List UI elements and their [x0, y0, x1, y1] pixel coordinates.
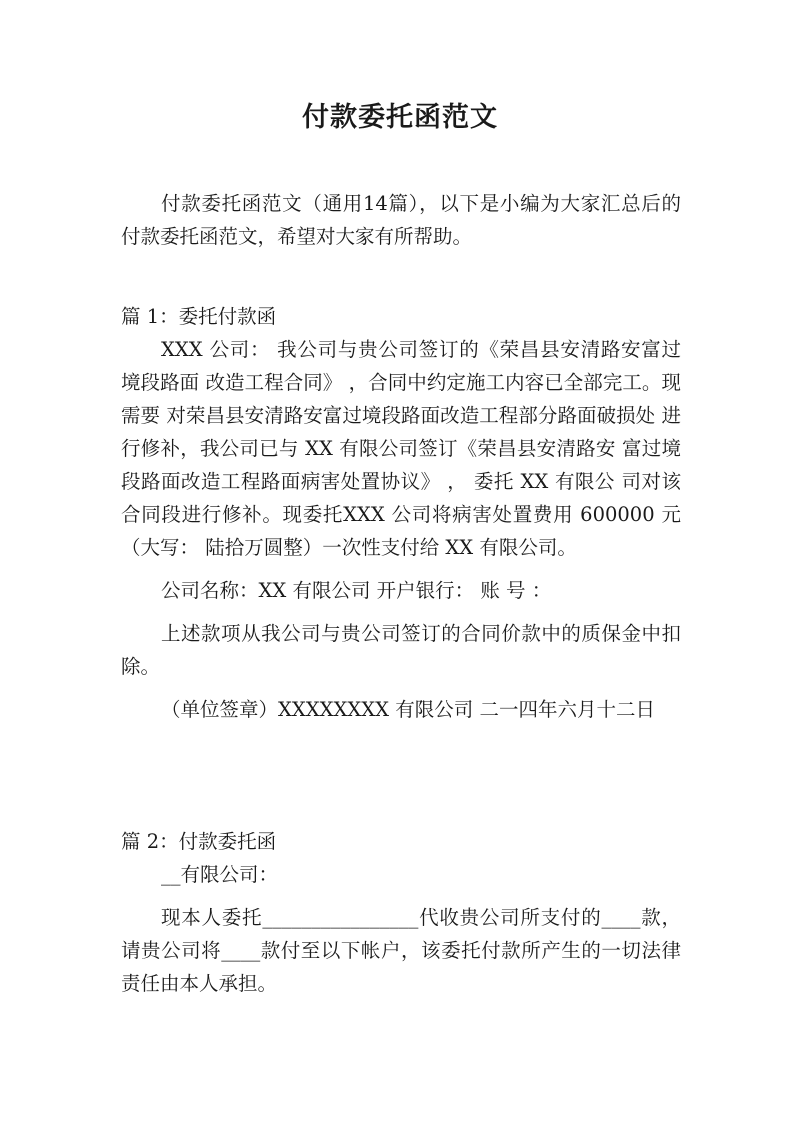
section-2-heading: 篇 2：付款委托函 — [121, 830, 277, 853]
section-1 — [121, 300, 681, 726]
intro-paragraph: 付款委托函范文（通用14篇），以下是小编为大家汇总后的付款委托函范文，希望对大家有所帮助。 — [121, 192, 681, 248]
section-1-heading: 篇 1：委托付款函 — [121, 305, 277, 328]
section-2-paragraph-1: __有限公司： — [161, 863, 279, 886]
section-2 — [121, 825, 681, 1000]
section-1-signature: （单位签章）XXXXXXXX 有限公司 二一四年六月十二日 — [161, 698, 655, 721]
document-title: 付款委托函范文 — [302, 102, 498, 133]
section-1-paragraph-3: 上述款项从我公司与贵公司签订的合同价款中的质保金中扣除。 — [121, 622, 681, 678]
section-2-paragraph-2: 现本人委托________________代收贵公司所支付的____款，请贵公司将____款付至以下帐户，该委托付款所产生的一切法律责任由本人承担。 — [121, 906, 681, 995]
section-1-paragraph-1: XXX 公司： 我公司与贵公司签订的《荣昌县安清路安富过境段路面 改造工程合同》 ，合同中约定施工内容已全部完工。现需要 对荣昌县安清路安富过境段路面改造工程部分路面破损处 进行修补，我公司已与 XX 有限公司签订《荣昌县安清路安 富过境段路面改造工程路面病害处置协议》 ， 委托 XX 有限公 司对该合同段进行修补。现委托XXX 公司将病害处置费用 600000 元（大写： 陆拾万圆整）一次性支付给 XX 有限公司。 — [121, 338, 681, 559]
section-1-paragraph-2: 公司名称：XX 有限公司 开户银行： 账 号 ： — [161, 579, 552, 602]
intro-block — [121, 187, 681, 253]
